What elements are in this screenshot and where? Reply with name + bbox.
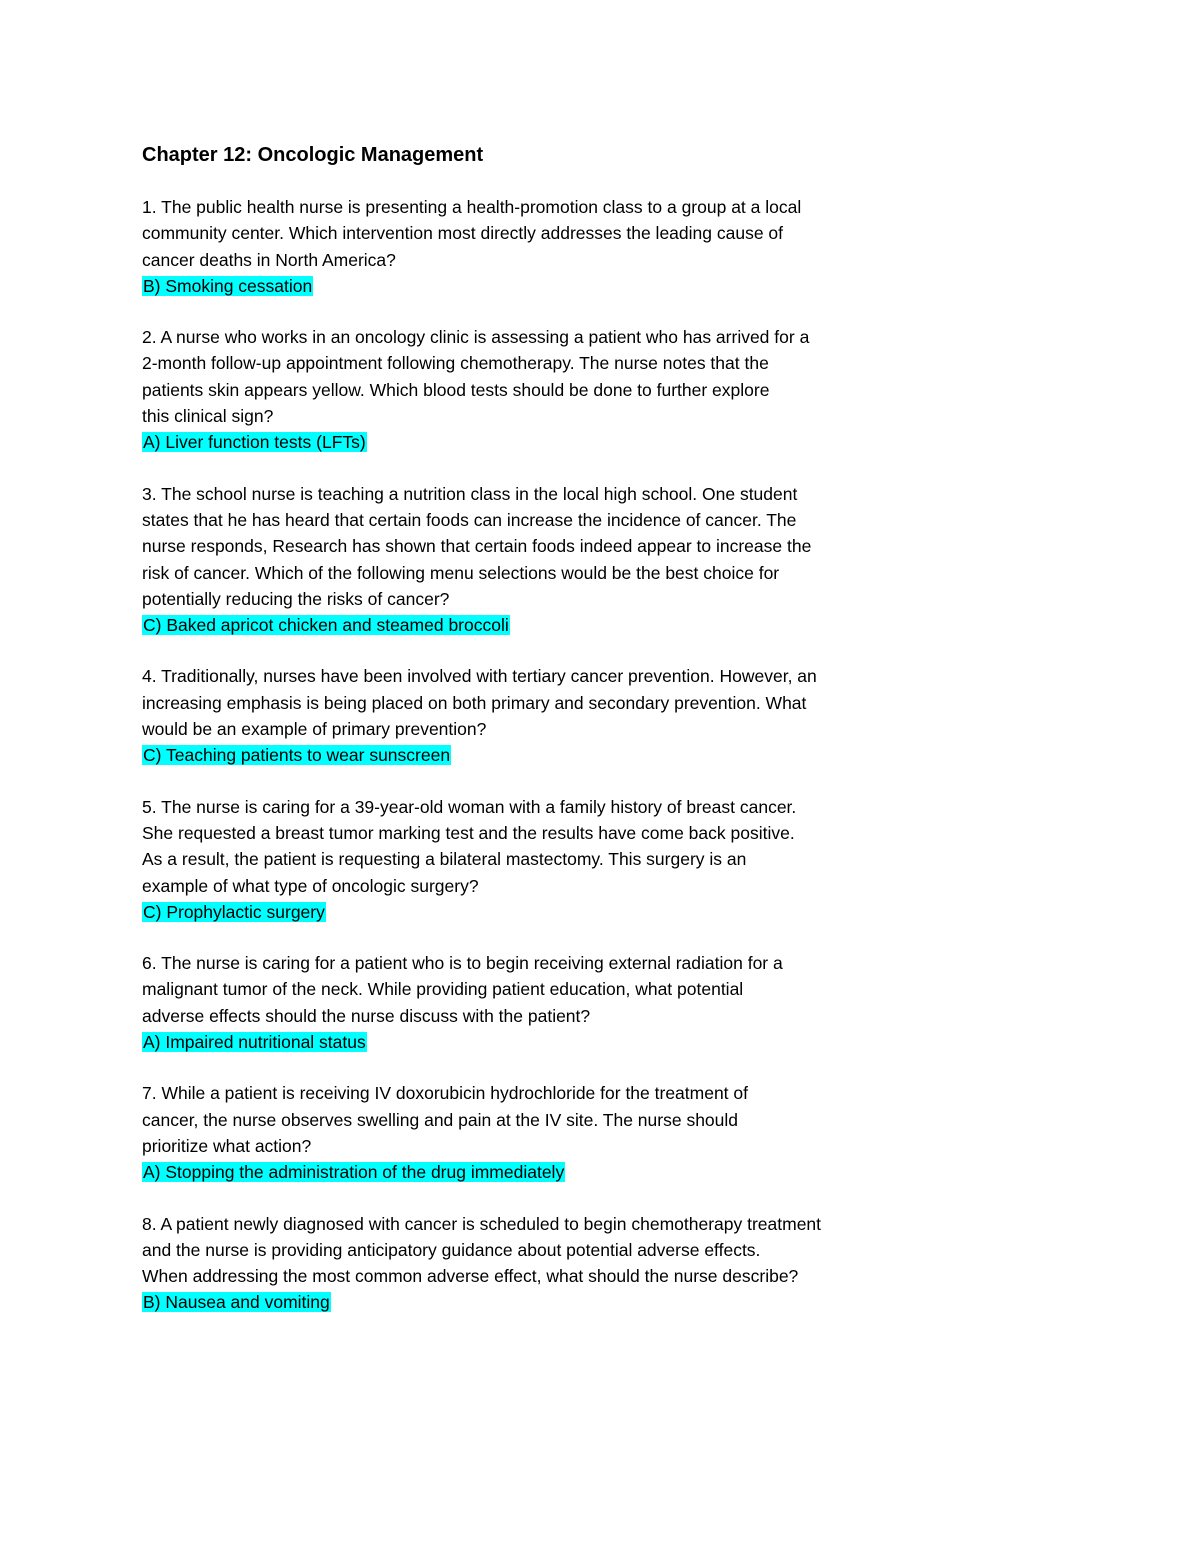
question-block-6 [142,950,942,1055]
question-block-7 [142,1080,942,1185]
question-text [142,794,942,899]
highlighted-answer: A) Impaired nutritional status [143,1032,366,1053]
question-line: would be an example of primary prevention? [142,719,487,740]
question-line: nurse responds, Research has shown that certain foods indeed appear to increase the [142,536,812,557]
answer-line [142,1289,942,1315]
highlighted-answer: C) Baked apricot chicken and steamed broccoli [143,615,509,636]
answer-line [142,899,942,925]
answer-line [142,429,942,455]
question-line: patients skin appears yellow. Which blood tests should be done to further explore [142,379,770,400]
question-text [142,324,942,429]
question-line: 5. The nurse is caring for a 39-year-old woman with a family history of breast cancer. [142,796,797,817]
question-line: community center. Which intervention most directly addresses the leading cause of [142,223,784,244]
question-text [142,194,942,273]
question-block-8 [142,1211,942,1316]
question-line: 4. Traditionally, nurses have been involved with tertiary cancer prevention. However, an [142,666,817,687]
question-text [142,950,942,1029]
question-line: 6. The nurse is caring for a patient who is to begin receiving external radiation for a [142,953,783,974]
question-text [142,481,942,612]
question-line: 2. A nurse who works in an oncology clinic is assessing a patient who has arrived for a [142,327,810,348]
question-line: increasing emphasis is being placed on both primary and secondary prevention. What [142,692,807,713]
question-line: cancer deaths in North America? [142,249,396,270]
question-text [142,1080,942,1159]
question-line: prioritize what action? [142,1135,312,1156]
question-text [142,663,942,742]
question-line: cancer, the nurse observes swelling and pain at the IV site. The nurse should [142,1109,739,1130]
question-line: states that he has heard that certain foods can increase the incidence of cancer. The [142,509,797,530]
question-block-1 [142,194,942,299]
question-line: 8. A patient newly diagnosed with cancer is scheduled to begin chemotherapy treatment [142,1213,822,1234]
question-line: She requested a breast tumor marking test and the results have come back positive. [142,822,795,843]
highlighted-answer: A) Liver function tests (LFTs) [143,432,366,453]
question-line: potentially reducing the risks of cancer? [142,588,450,609]
question-line: 1. The public health nurse is presenting a health-promotion class to a group at a local [142,197,802,217]
question-line: 7. While a patient is receiving IV doxorubicin hydrochloride for the treatment of [142,1083,749,1104]
question-block-4 [142,663,942,768]
highlighted-answer: B) Smoking cessation [143,275,313,296]
question-text [142,1211,942,1290]
question-line: risk of cancer. Which of the following menu selections would be the best choice for [142,562,780,583]
highlighted-answer: C) Teaching patients to wear sunscreen [143,745,451,766]
chapter-title: Chapter 12: Oncologic Management [142,144,484,166]
question-line: 2-month follow-up appointment following chemotherapy. The nurse notes that the [142,353,769,374]
question-line: example of what type of oncologic surgery? [142,875,479,896]
answer-line [142,742,942,768]
question-line: 3. The school nurse is teaching a nutrition class in the local high school. One student [142,483,798,504]
answer-line [142,612,942,638]
question-block-2 [142,324,942,455]
question-line: malignant tumor of the neck. While providing patient education, what potential [142,979,744,1000]
question-block-3 [142,481,942,639]
highlighted-answer: B) Nausea and vomiting [143,1292,330,1313]
answer-line [142,1029,942,1055]
question-line: When addressing the most common adverse effect, what should the nurse describe? [142,1266,799,1287]
question-line: and the nurse is providing anticipatory guidance about potential adverse effects. [142,1239,761,1260]
highlighted-answer: C) Prophylactic surgery [143,901,325,922]
answer-line [142,273,942,299]
question-line: As a result, the patient is requesting a bilateral mastectomy. This surgery is an [142,849,747,870]
document-content [142,140,942,1341]
answer-line [142,1159,942,1185]
question-block-5 [142,794,942,925]
question-line: this clinical sign? [142,406,274,427]
question-line: adverse effects should the nurse discuss with the patient? [142,1005,591,1026]
highlighted-answer: A) Stopping the administration of the drug immediately [143,1162,565,1183]
